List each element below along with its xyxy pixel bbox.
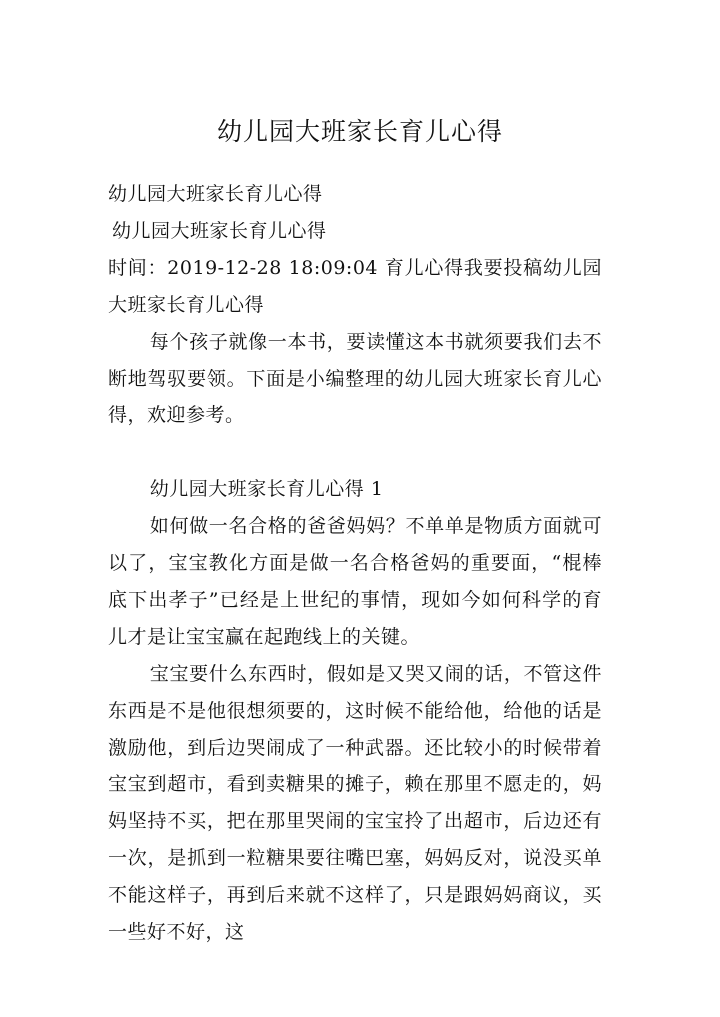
repeated-subtitle-line: 幼儿园大班家长育儿心得 — [112, 219, 327, 242]
intro-paragraph: 每个孩子就像一本书，要读懂这本书就须要我们去不断地驾驭要领。下面是小编整理的幼儿园大班家长育儿心得，欢迎参考。 — [108, 330, 602, 427]
repeated-title-line: 幼儿园大班家长育儿心得 — [108, 183, 323, 205]
meta-line: 时间：2019-12-28 18:09:04 育儿心得我要投稿幼儿园大班家长育儿心得 — [108, 256, 602, 316]
document-title: 幼儿园大班家长育儿心得 — [216, 117, 503, 146]
section-heading: 幼儿园大班家长育儿心得 1 — [149, 478, 384, 501]
paragraph-1: 如何做一名合格的爸爸妈妈？不单单是物质方面就可以了，宝宝教化方面是做一名合格爸妈的重要面，“棍棒底下出孝子”已经是上世纪的事情，现如今如何科学的育儿才是让宝宝赢在起跑线上的关键。 — [108, 515, 602, 648]
document-body — [108, 176, 602, 951]
blank-line — [108, 434, 602, 471]
paragraph-2: 宝宝要什么东西时，假如是又哭又闹的话，不管这件东西是不是他很想须要的，这时候不能给他，给他的话是激励他，到后边哭闹成了一种武器。还比较小的时候带着宝宝到超市，看到卖糖果的摊子，赖在那里不愿走的，妈妈坚持不买，把在那里哭闹的宝宝拎了出超市，后边还有一次，是抓到一粒糖果要往嘴巴塞，妈妈反对，说没买单不能这样子，再到后来就不这样了，只是跟妈妈商议，买一些好不好，这 — [108, 662, 602, 944]
